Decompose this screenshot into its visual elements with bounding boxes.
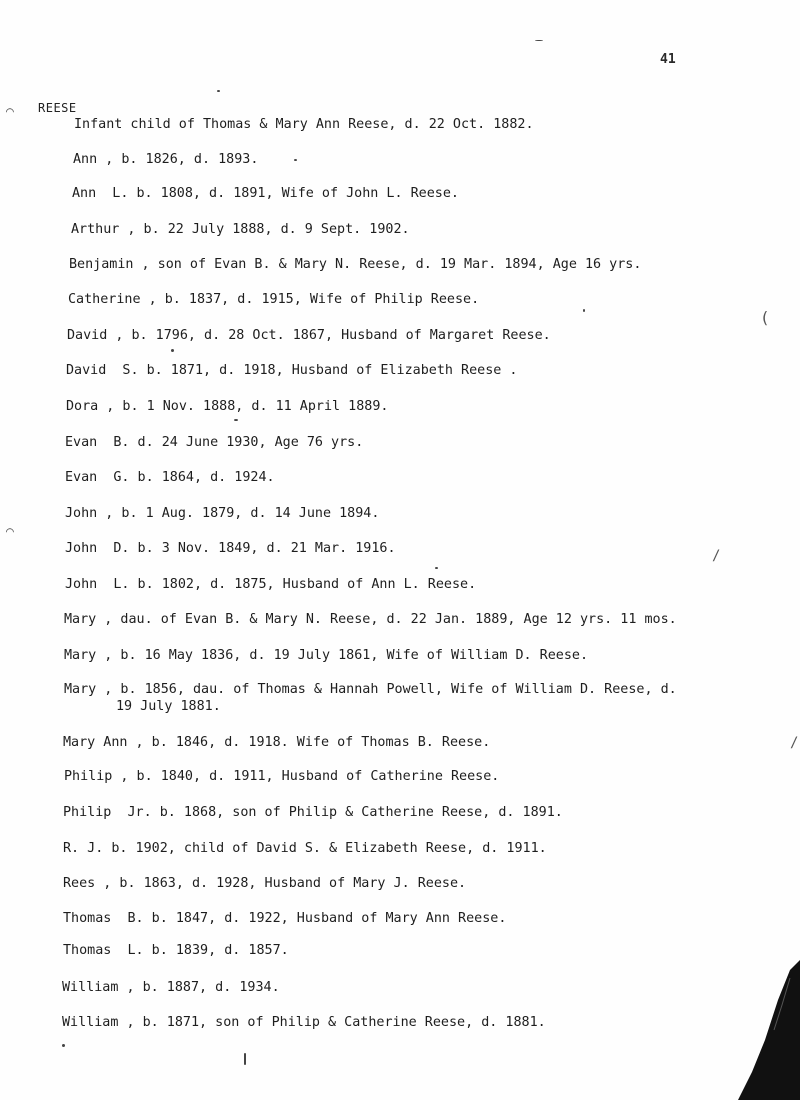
entry-text: Benjamin , son of Evan B. & Mary N. Reese, d. 19 Mar. 1894, Age 16 yrs. [69,257,642,272]
entry-text: William , b. 1887, d. 1934. [62,980,280,995]
entry-text: Dora , b. 1 Nov. 1888, d. 11 April 1889. [66,399,389,414]
entry-text: Catherine , b. 1837, d. 1915, Wife of Philip Reese. [68,292,480,307]
entry-ann-l [72,185,459,202]
entry-rees [63,875,466,892]
margin-mark: ⌒ [6,104,14,119]
entry-text: Rees , b. 1863, d. 1928, Husband of Mary J. Reese. [63,876,467,891]
entry-text: Philip Jr. b. 1868, son of Philip & Catherine Reese, d. 1891. [63,805,563,820]
entry-arthur [71,221,410,238]
margin-mark: ( [760,308,770,327]
entry-mary-1836 [64,647,588,664]
scan-speck [244,1053,246,1065]
margin-mark: ⌒ [6,524,14,539]
entry-text: Evan G. b. 1864, d. 1924. [65,470,275,485]
entry-r-j [63,840,547,857]
entry-text: Ann , b. 1826, d. 1893. [73,152,259,167]
scan-speck [583,309,585,312]
entry-infant [74,116,534,133]
margin-mark: / [790,735,799,751]
scan-speck [234,419,238,421]
entry-text: John D. b. 3 Nov. 1849, d. 21 Mar. 1916. [65,541,396,556]
entry-william-1887 [62,979,280,996]
entry-text: John , b. 1 Aug. 1879, d. 14 June 1894. [65,506,380,521]
entry-john-d [65,540,396,557]
entry-ann [73,151,258,168]
scan-speck [535,40,543,41]
entry-text: John L. b. 1802, d. 1875, Husband of Ann L. Reese. [65,577,477,592]
scan-speck [435,567,438,569]
scan-speck [217,90,220,92]
entry-thomas-l [63,942,289,959]
entry-william-1871 [62,1014,546,1031]
entry-text: Evan B. d. 24 June 1930, Age 76 yrs. [65,435,364,450]
entry-text: Mary , b. 1856, dau. of Thomas & Hannah Powell, Wife of William D. Reese, d. [64,682,677,697]
entry-text: David S. b. 1871, d. 1918, Husband of Elizabeth Reese . [66,363,518,378]
scan-speck [171,349,174,352]
scan-speck [294,159,297,161]
entry-david [67,327,551,344]
entry-text: Ann L. b. 1808, d. 1891, Wife of John L. Reese. [72,186,459,201]
entry-continuation: 19 July 1881. [116,699,221,714]
entry-text: William , b. 1871, son of Philip & Catherine Reese, d. 1881. [62,1015,546,1030]
entry-evan-b [65,434,363,451]
entry-text: Philip , b. 1840, d. 1911, Husband of Catherine Reese. [64,769,500,784]
entry-philip-jr [63,804,563,821]
entry-thomas-b [63,910,506,927]
surname-heading: REESE [38,101,77,115]
entry-text: R. J. b. 1902, child of David S. & Elizabeth Reese, d. 1911. [63,841,547,856]
entry-mary-1856 [64,681,677,715]
entry-text: Thomas B. b. 1847, d. 1922, Husband of Mary Ann Reese. [63,911,507,926]
entry-mary-dau [64,611,677,628]
entry-text: David , b. 1796, d. 28 Oct. 1867, Husband of Margaret Reese. [67,328,551,343]
entry-text: Mary , dau. of Evan B. & Mary N. Reese, d. 22 Jan. 1889, Age 12 yrs. 11 mos. [64,612,677,627]
entry-text: Arthur , b. 22 July 1888, d. 9 Sept. 1902. [71,222,410,237]
entry-text: Thomas L. b. 1839, d. 1857. [63,943,289,958]
scan-corner-shadow [730,960,800,1100]
entry-text: Mary Ann , b. 1846, d. 1918. Wife of Thomas B. Reese. [63,735,491,750]
entry-david-s [66,362,517,379]
entry-philip [64,768,499,785]
scan-speck [62,1044,65,1047]
entry-benjamin [69,256,641,273]
entry-mary-ann [63,734,490,751]
entry-john-l [65,576,476,593]
entry-dora [66,398,388,415]
entry-john [65,505,379,522]
entry-evan-g [65,469,275,486]
entry-text: Infant child of Thomas & Mary Ann Reese, d. 22 Oct. 1882. [74,117,534,132]
page-number: 41 [660,52,676,67]
margin-mark: / [712,548,721,564]
entry-text: Mary , b. 16 May 1836, d. 19 July 1861, Wife of William D. Reese. [64,648,589,663]
entry-catherine [68,291,479,308]
